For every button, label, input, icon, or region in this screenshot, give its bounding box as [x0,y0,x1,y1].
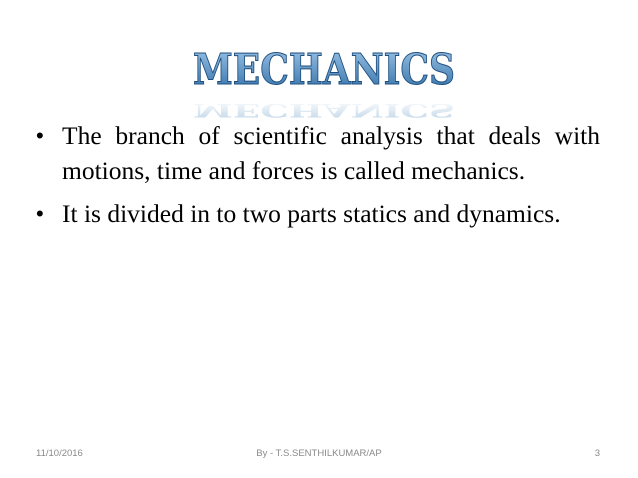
bullet-item [34,118,600,188]
footer-page-number: 3 [594,448,600,459]
footer-author: By - T.S.SENTHILKUMAR/AP [256,448,382,459]
title-reflection: MECHANICS [193,99,456,123]
slide-title [190,40,458,123]
bullet-list [34,118,600,239]
bullet-icon: • [36,201,44,226]
bullet-item [34,196,600,231]
bullet-icon: • [36,123,44,148]
bullet-text: It is divided in to two parts statics and dynamics. [62,199,561,228]
wordart-title [190,40,458,123]
bullet-text: The branch of scientific analysis that deals with motions, time and forces is called mechanics. [62,121,600,185]
title-text: MECHANICS [193,45,455,94]
footer-date: 11/10/2016 [36,448,83,459]
